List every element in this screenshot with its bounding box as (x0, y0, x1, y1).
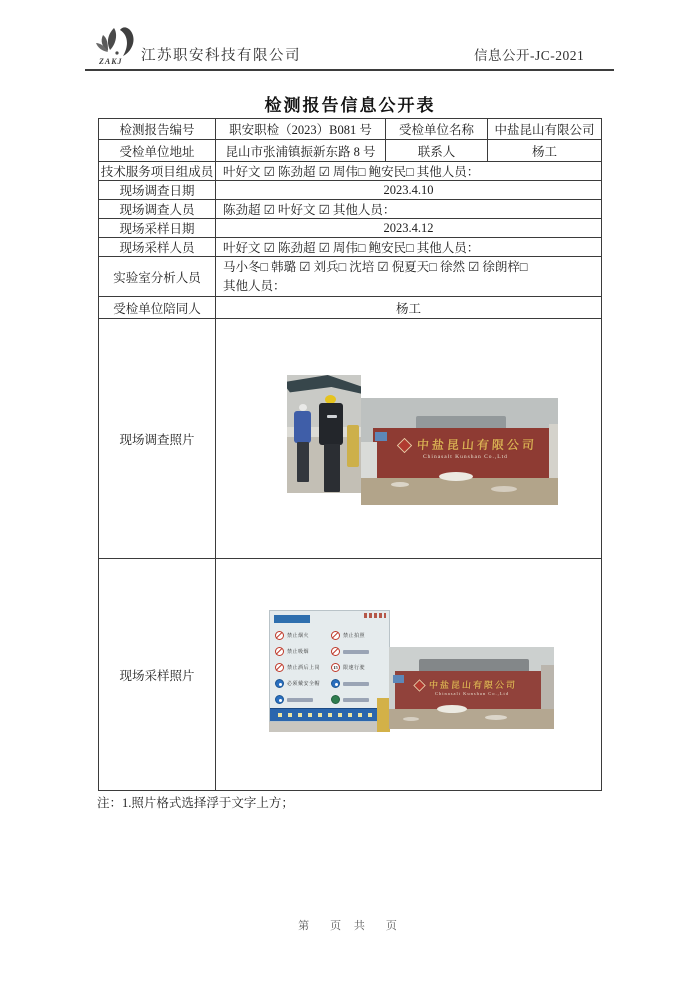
page-footer: 第 页 共 页 (298, 920, 402, 932)
sampling-photo-label: 现场采样照片 (99, 559, 216, 791)
report-no-label: 检测报告编号 (99, 119, 216, 140)
company-name: 江苏职安科技有限公司 (141, 48, 301, 64)
footnote: 注：1.照片格式选择浮于文字上方； (97, 796, 294, 810)
sampling-staff-value: 叶好文 ☑ 陈劲超 ☑ 周伟□ 鲍安民□ 其他人员： (216, 238, 602, 257)
sampling-photo-sign (269, 610, 390, 732)
table-row (99, 297, 602, 319)
page-title: 检测报告信息公开表 (264, 96, 436, 115)
prohibition-icon (331, 647, 340, 656)
debris (437, 705, 467, 713)
debris (391, 482, 409, 487)
team-members-value: 叶好文 ☑ 陈劲超 ☑ 周伟□ 鲍安民□ 其他人员： (216, 162, 602, 181)
header-rule (85, 69, 614, 71)
sign-label: 禁止烟火 (287, 634, 310, 639)
table-row (99, 200, 602, 219)
unit-name-value: 中盐昆山有限公司 (488, 119, 602, 140)
concrete-base (269, 722, 390, 732)
gate-name-en-text: Chinasalt Kunshan Co.,Ltd (435, 691, 509, 696)
survey-photo-label: 现场调查照片 (99, 319, 216, 559)
sampling-photo-cell (216, 559, 602, 791)
yellow-equipment (347, 425, 359, 467)
doc-code: 信息公开-JC-2021 (474, 48, 585, 63)
blue-sign-plate (375, 432, 387, 441)
survey-photo-cell (216, 319, 602, 559)
illegible-text-bar (287, 698, 313, 702)
survey-photo-workers (287, 375, 361, 493)
sign-label: 限速行驶 (343, 666, 366, 671)
gate-column (549, 424, 558, 482)
lab-staff-value (216, 257, 602, 297)
table-row (99, 219, 602, 238)
row-label: 现场采样人员 (99, 238, 216, 257)
illegible-text-bar (343, 698, 369, 702)
mandatory-icon (331, 679, 340, 688)
debris (439, 472, 473, 481)
white-helmet (299, 404, 307, 411)
sign-label: 禁止拍照 (343, 634, 366, 639)
survey-staff-value: 陈劲超 ☑ 叶好文 ☑ 其他人员： (216, 200, 602, 219)
no-fire-icon (275, 631, 284, 640)
table-row (99, 140, 602, 162)
row-label: 实验室分析人员 (99, 257, 216, 297)
worker-legs (297, 442, 309, 482)
white-tank (361, 442, 377, 480)
lab-staff-line1: 马小冬□ 韩璐 ☑ 刘兵□ 沈培 ☑ 倪夏天□ 徐然 ☑ 徐朗梓□ (223, 259, 528, 274)
debris (403, 717, 419, 721)
survey-date-value: 2023.4.10 (216, 181, 602, 200)
worker-blue-jacket (294, 411, 311, 443)
sign-bottom-strip (270, 708, 389, 721)
table-row (99, 559, 602, 791)
contact-label: 联系人 (386, 140, 488, 162)
table-row (99, 238, 602, 257)
speed-limit-icon: 15 (331, 663, 340, 672)
escort-value: 杨工 (216, 297, 602, 319)
sampling-photo-gate (389, 647, 554, 729)
gate-name-text: 中盐昆山有限公司 (428, 680, 518, 690)
row-label: 现场调查人员 (99, 200, 216, 219)
table-row (99, 162, 602, 181)
report-table (98, 118, 602, 791)
gate-name-en-text: Chinasalt Kunshan Co.,Ltd (423, 454, 508, 460)
no-smoking-icon (275, 647, 284, 656)
table-row (99, 119, 602, 140)
unit-name-label: 受检单位名称 (386, 119, 488, 140)
table-row (99, 319, 602, 559)
row-label: 现场采样日期 (99, 219, 216, 238)
unit-address-label: 受检单位地址 (99, 140, 216, 162)
worker-dark-jacket (319, 403, 343, 445)
sign-corner-mark (364, 613, 386, 618)
mandatory-icon (275, 695, 284, 704)
gate-name-text: 中盐昆山有限公司 (416, 438, 538, 452)
sign-header-tab (274, 615, 310, 623)
green-badge-icon (331, 695, 340, 704)
worker-legs (324, 444, 340, 492)
sign-label: 禁止吸烟 (287, 650, 310, 655)
sampling-date-value: 2023.4.12 (216, 219, 602, 238)
row-label: 受检单位陪同人 (99, 297, 216, 319)
illegible-text-bar (343, 650, 369, 654)
gate-side-panel (541, 665, 554, 711)
sign-label: 必须戴安全帽 (287, 682, 321, 687)
lab-staff-line2: 其他人员： (223, 278, 286, 293)
crane-boom (287, 375, 361, 405)
jacket-logo (327, 415, 337, 418)
table-row (99, 181, 602, 200)
contact-value: 杨工 (488, 140, 602, 162)
table-row (99, 257, 602, 297)
row-label: 技术服务项目组成员 (99, 162, 216, 181)
sign-label: 禁止酒后上岗 (287, 666, 321, 671)
wear-helmet-icon (275, 679, 284, 688)
debris (491, 486, 517, 492)
no-photo-icon (331, 631, 340, 640)
row-label: 现场调查日期 (99, 181, 216, 200)
no-alcohol-icon (275, 663, 284, 672)
illegible-text-bar (343, 682, 369, 686)
report-no-value: 职安职检（2023）B081 号 (216, 119, 386, 140)
safety-sign-board (269, 610, 390, 722)
logo-text: ZAKJ (99, 57, 123, 66)
debris (485, 715, 507, 720)
unit-address-value: 昆山市张浦镇振新东路 8 号 (216, 140, 386, 162)
survey-photo-gate (361, 398, 558, 505)
blue-sign-plate (393, 675, 404, 683)
photo-ground (361, 478, 558, 505)
